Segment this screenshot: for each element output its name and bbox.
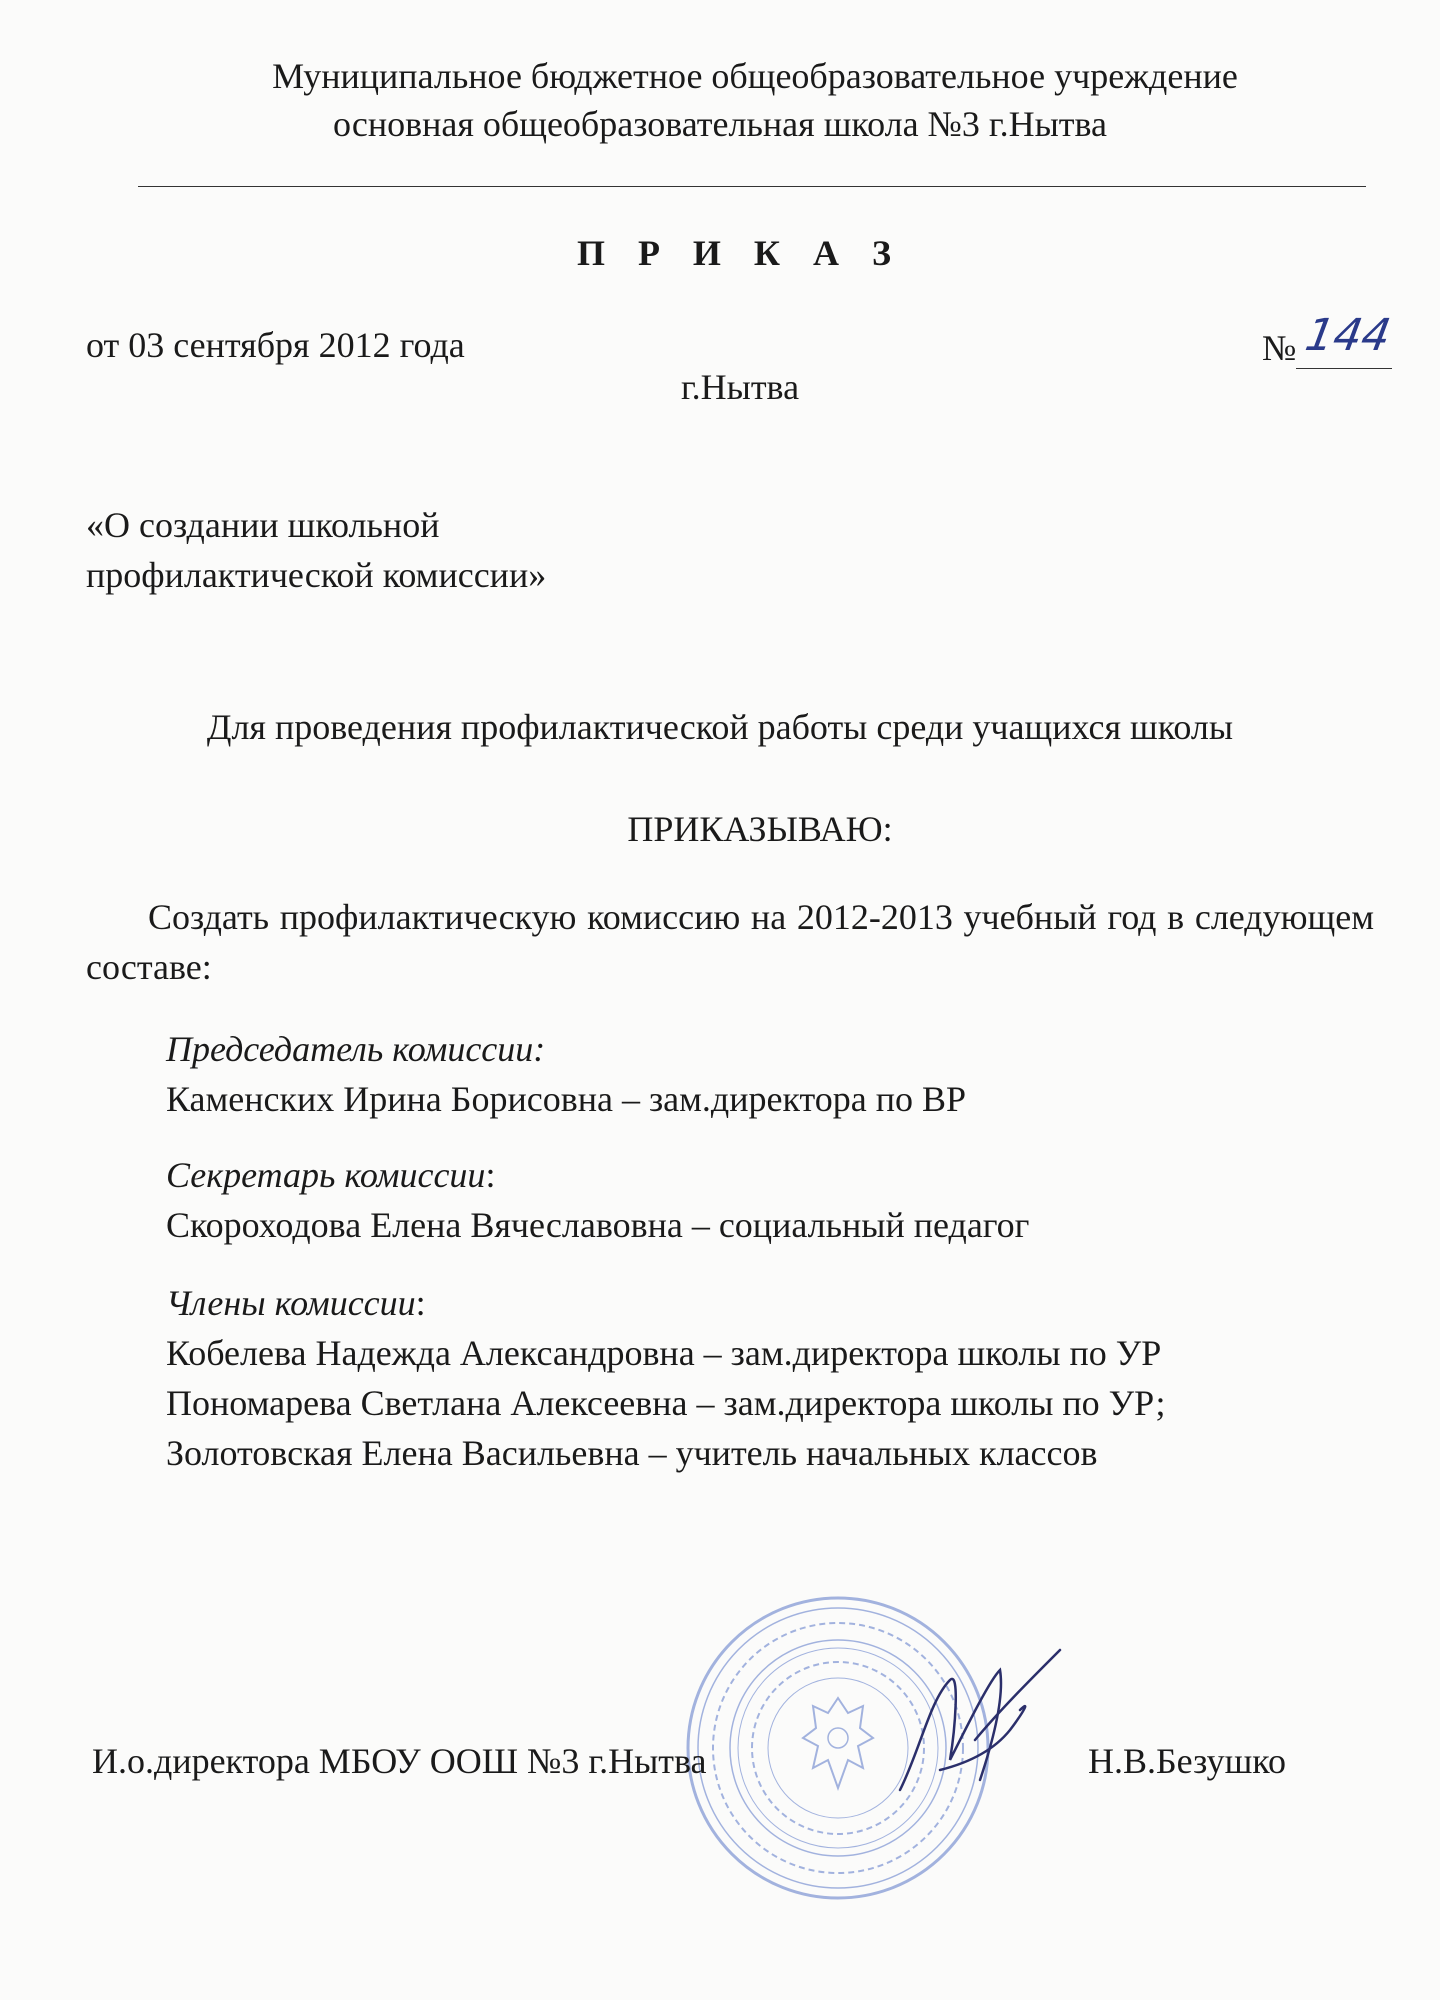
members-colon: : [415, 1283, 426, 1323]
members-role: Члены комиссии [166, 1283, 416, 1323]
header-divider [138, 186, 1366, 187]
order-word: ПРИКАЗЫВАЮ: [627, 809, 893, 849]
secretary-role: Секретарь комиссии [166, 1155, 486, 1195]
chair-section [166, 1024, 966, 1124]
secretary-person: Скороходова Елена Вячеславовна – социальный педагог [166, 1205, 1030, 1245]
handwritten-number: 144 [1301, 310, 1395, 361]
institution-line-1: Муниципальное бюджетное общеобразовательное учреждение [272, 56, 1238, 96]
document-subject [86, 500, 546, 600]
chair-role: Председатель комиссии: [166, 1029, 546, 1069]
order-body: Создать профилактическую комиссию на 2012-2013 учебный год в следующем составе: [86, 897, 1374, 987]
document-date: от 03 сентября 2012 года [86, 325, 465, 365]
document-city: г.Нытва [680, 367, 800, 407]
member-item: Пономарева Светлана Алексеевна – зам.директора школы по УР; [166, 1383, 1166, 1423]
subject-line-1: «О создании школьной [86, 505, 440, 545]
number-field [1296, 310, 1395, 369]
institution-header [0, 52, 1440, 148]
number-label: № [1262, 328, 1297, 368]
signatory-position: И.о.директора МБОУ ООШ №3 г.Нытва [92, 1741, 707, 1781]
document-number [1262, 310, 1395, 369]
members-section [166, 1278, 1166, 1478]
chair-person: Каменских Ирина Борисовна – зам.директора по ВР [166, 1079, 967, 1119]
document-title: П Р И К А З [576, 233, 904, 273]
secretary-colon: : [485, 1155, 496, 1195]
intro-text: Для проведения профилактической работы среди учащихся школы [206, 707, 1234, 747]
signature-icon [880, 1640, 1070, 1810]
secretary-section [166, 1150, 1029, 1250]
signatory-name: Н.В.Безушко [1088, 1741, 1286, 1781]
member-item: Золотовская Елена Васильевна – учитель начальных классов [166, 1433, 1098, 1473]
member-item: Кобелева Надежда Александровна – зам.директора школы по УР [166, 1333, 1162, 1373]
institution-line-2: основная общеобразовательная школа №3 г.Нытва [332, 104, 1108, 144]
subject-line-2: профилактической комиссии» [86, 555, 547, 595]
